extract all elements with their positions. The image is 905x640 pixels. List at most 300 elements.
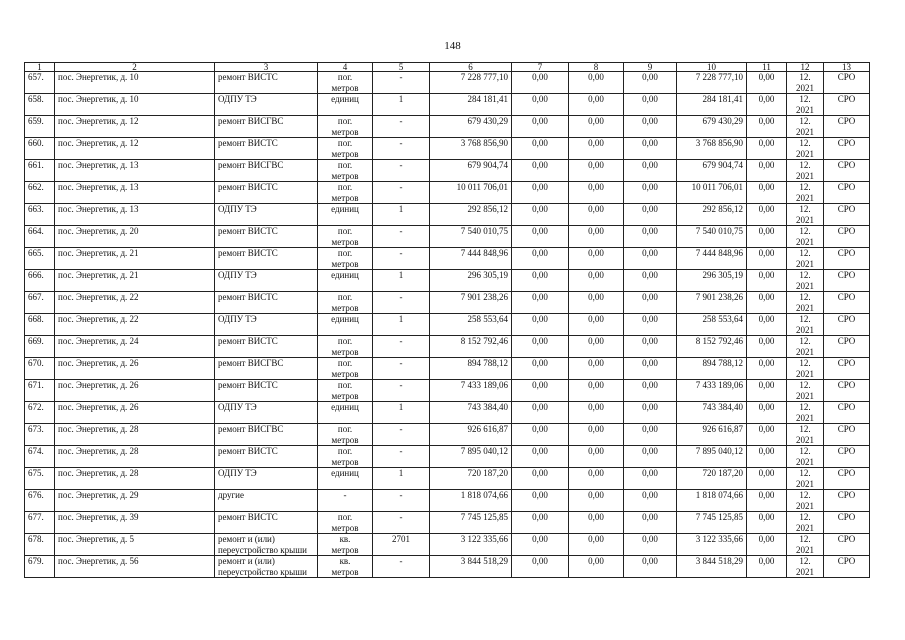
cell-col9 [624,512,677,534]
column-number-5: 5 [373,63,430,72]
cell-deadline-text: 2021 [796,302,814,313]
cell-col7-text: 0,00 [532,160,548,170]
cell-col9 [624,556,677,578]
cell-funding-source-text: СРО [837,358,856,368]
cell-col10 [677,380,747,402]
cell-total-cost [430,270,512,292]
cell-work-type-text: ремонт ВИСТС [218,248,278,258]
cell-row-number-text: 666. [28,270,44,280]
cell-unit-text: метров [331,148,359,159]
cell-funding-source [824,468,870,490]
cell-unit-text: пог. [337,380,353,390]
cell-col10-text: 258 553,64 [702,314,743,324]
cell-unit [318,512,373,534]
cell-unit [318,94,373,116]
cell-col10 [677,424,747,446]
cell-col11 [747,446,787,468]
cell-funding-source-text: СРО [837,512,856,522]
cell-deadline-text: 12. [799,402,811,412]
cell-col8 [569,534,624,556]
cell-col10 [677,336,747,358]
cell-quantity [373,534,430,556]
cell-unit-text: пог. [337,424,353,434]
cell-col7-text: 0,00 [532,72,548,82]
cell-total-cost-text: 743 384,40 [467,402,508,412]
cell-address [55,314,215,336]
cell-col7 [512,556,569,578]
cell-row-number [25,446,55,468]
cell-unit-text: метров [331,126,359,137]
cell-row-number [25,248,55,270]
cell-col9 [624,160,677,182]
cell-col11-text: 0,00 [758,94,775,104]
cell-col9-text: 0,00 [642,380,658,390]
cell-col7-text: 0,00 [532,380,548,390]
cell-deadline-text: 2021 [796,236,814,247]
cell-col8-text: 0,00 [588,424,604,434]
column-number-11: 11 [747,63,787,72]
cell-deadline-text: 12. [799,490,811,500]
cell-funding-source [824,358,870,380]
table-row [25,380,870,402]
cell-address-text: пос. Энергетик, д. 21 [58,248,139,258]
cell-address-text: пос. Энергетик, д. 12 [58,116,139,126]
cell-col7 [512,468,569,490]
cell-deadline-text: 2021 [796,412,814,423]
cell-funding-source-text: СРО [837,248,856,258]
cell-total-cost-text: 720 187,20 [467,468,508,478]
cell-col7-text: 0,00 [532,138,548,148]
cell-funding-source [824,248,870,270]
cell-row-number-text: 673. [28,424,44,434]
cell-col7-text: 0,00 [532,204,548,214]
cell-row-number-text: 661. [28,160,44,170]
cell-row-number [25,226,55,248]
table-row [25,402,870,424]
cell-col7 [512,248,569,270]
table-row [25,226,870,248]
cell-col10-text: 7 745 125,85 [695,512,743,522]
cell-col7-text: 0,00 [532,116,548,126]
cell-col9 [624,446,677,468]
cell-total-cost-text: 7 540 010,75 [460,226,508,236]
cell-work-type-text: ОДПУ ТЭ [218,94,257,104]
cell-col8 [569,358,624,380]
cell-quantity-text: - [399,424,403,434]
cell-col9-text: 0,00 [642,336,658,346]
cell-col10 [677,446,747,468]
cell-col11-text: 0,00 [758,226,775,236]
cell-unit-text: единиц [331,468,359,478]
cell-col11-text: 0,00 [758,270,775,280]
cell-work-type [215,182,318,204]
cell-col9 [624,424,677,446]
cell-quantity [373,402,430,424]
cell-address-text: пос. Энергетик, д. 13 [58,182,139,192]
cell-total-cost-text: 258 553,64 [467,314,508,324]
cell-row-number-text: 672. [28,402,44,412]
cell-col11 [747,182,787,204]
cell-funding-source-text: СРО [837,380,856,390]
cell-unit [318,72,373,94]
cell-row-number-text: 676. [28,490,44,500]
cell-col7 [512,424,569,446]
cell-row-number-text: 667. [28,292,44,302]
cell-work-type-text: ОДПУ ТЭ [218,468,257,478]
cell-col7 [512,292,569,314]
column-number-1: 1 [25,63,55,72]
cell-col11-text: 0,00 [758,138,775,148]
cell-col10-text: 7 228 777,10 [695,72,743,82]
cell-quantity-text: 1 [398,314,404,324]
cell-funding-source-text: СРО [837,226,856,236]
column-number-8: 8 [569,63,624,72]
cell-quantity-text: - [399,446,403,456]
cell-col10-text: 7 433 189,06 [695,380,743,390]
cell-row-number [25,204,55,226]
cell-col9-text: 0,00 [642,534,658,544]
cell-col11 [747,534,787,556]
cell-address-text: пос. Энергетик, д. 10 [58,72,139,82]
cell-quantity-text: - [399,116,403,126]
cell-col8-text: 0,00 [588,534,604,544]
cell-funding-source [824,380,870,402]
cell-address [55,534,215,556]
cell-quantity-text: 1 [398,402,404,412]
cell-col11-text: 0,00 [758,72,775,82]
cell-total-cost-text: 3 768 856,90 [460,138,508,148]
cell-col10-text: 10 011 706,01 [691,182,743,192]
cell-row-number-text: 657. [28,72,44,82]
cell-col11-text: 0,00 [758,512,775,522]
cell-total-cost [430,336,512,358]
cell-col8 [569,270,624,292]
cell-col9-text: 0,00 [642,446,658,456]
cell-col11-text: 0,00 [758,424,775,434]
cell-quantity-text: - [399,160,403,170]
cell-funding-source [824,292,870,314]
cell-col7 [512,358,569,380]
cell-unit [318,468,373,490]
cell-deadline [787,336,824,358]
cell-deadline-text: 12. [799,468,811,478]
cell-col8 [569,314,624,336]
cell-col8 [569,138,624,160]
cell-unit-text: метров [331,192,359,203]
cell-deadline-text: 2021 [796,82,814,93]
cell-col10-text: 7 540 010,75 [695,226,743,236]
cell-funding-source [824,534,870,556]
cell-col7 [512,226,569,248]
cell-col10-text: 926 616,87 [702,424,743,434]
cell-col9 [624,116,677,138]
cell-row-number [25,512,55,534]
cell-quantity [373,512,430,534]
cell-col7-text: 0,00 [532,358,548,368]
cell-col11 [747,204,787,226]
cell-col11 [747,116,787,138]
cell-work-type-text: ремонт ВИСТС [218,72,278,82]
cell-col8-text: 0,00 [588,248,604,258]
table-row [25,248,870,270]
cell-unit [318,116,373,138]
cell-col8 [569,336,624,358]
cell-deadline-text: 2021 [796,214,814,225]
cell-col9-text: 0,00 [642,270,658,280]
cell-col11 [747,248,787,270]
cell-unit [318,204,373,226]
cell-col11-text: 0,00 [758,160,775,170]
cell-funding-source-text: СРО [837,424,856,434]
cell-quantity-text: 1 [398,468,404,478]
cell-total-cost-text: 7 444 848,96 [460,248,508,258]
cell-col8-text: 0,00 [588,336,604,346]
cell-deadline [787,292,824,314]
cell-total-cost [430,138,512,160]
cell-quantity [373,424,430,446]
cell-address-text: пос. Энергетик, д. 10 [58,94,139,104]
cell-work-type-text: ремонт ВИСТС [218,380,278,390]
cell-funding-source-text: СРО [837,336,856,346]
cell-total-cost [430,292,512,314]
cell-unit [318,248,373,270]
cell-quantity [373,468,430,490]
cell-quantity-text: - [399,490,403,500]
table-row [25,446,870,468]
cell-address [55,512,215,534]
cell-col10 [677,160,747,182]
cell-work-type-text: ОДПУ ТЭ [218,270,257,280]
cell-work-type-text: другие [218,490,244,500]
cell-col10-text: 720 187,20 [702,468,743,478]
cell-col10-text: 3 122 335,66 [695,534,743,544]
cell-quantity-text: 1 [398,94,404,104]
table-row [25,490,870,512]
column-number-6: 6 [430,63,512,72]
cell-col9 [624,182,677,204]
cell-address-text: пос. Энергетик, д. 20 [58,226,139,236]
cell-col11-text: 0,00 [758,292,775,302]
cell-row-number [25,424,55,446]
cell-col7 [512,94,569,116]
cell-col10 [677,248,747,270]
cell-funding-source-text: СРО [837,314,856,324]
cell-col7 [512,336,569,358]
cell-funding-source [824,512,870,534]
cell-row-number [25,160,55,182]
cell-deadline [787,116,824,138]
cell-work-type [215,534,318,556]
cell-col7 [512,534,569,556]
cell-work-type [215,116,318,138]
cell-total-cost [430,160,512,182]
cell-col7 [512,314,569,336]
cell-col9 [624,270,677,292]
cell-col9-text: 0,00 [642,182,658,192]
cell-col11-text: 0,00 [758,336,775,346]
column-number-2: 2 [55,63,215,72]
cell-work-type-text: ремонт ВИСТС [218,446,278,456]
cell-quantity [373,556,430,578]
cell-row-number [25,182,55,204]
page-number: 148 [444,40,461,52]
cell-col11 [747,270,787,292]
cell-col10 [677,534,747,556]
cell-total-cost [430,72,512,94]
cell-quantity [373,94,430,116]
cell-address-text: пос. Энергетик, д. 22 [58,314,139,324]
cell-col7 [512,182,569,204]
cell-col9-text: 0,00 [642,402,658,412]
cell-col10-text: 284 181,41 [702,94,743,104]
cell-quantity [373,270,430,292]
cell-total-cost [430,468,512,490]
cell-col11-text: 0,00 [758,380,775,390]
cell-funding-source-text: СРО [837,556,856,566]
cell-work-type [215,292,318,314]
table-row [25,336,870,358]
cell-work-type-text: ремонт ВИСТС [218,138,278,148]
table-row [25,204,870,226]
cell-deadline-text: 2021 [796,346,814,357]
cell-col7-text: 0,00 [532,314,548,324]
cell-col10 [677,468,747,490]
cell-col11 [747,424,787,446]
cell-address-text: пос. Энергетик, д. 5 [58,534,135,544]
cell-col9 [624,226,677,248]
cell-col8 [569,116,624,138]
column-number-12: 12 [787,63,824,72]
cell-work-type [215,556,318,578]
cell-work-type-text: ремонт ВИСТС [218,512,278,522]
cell-address-text: пос. Энергетик, д. 22 [58,292,139,302]
cell-col8-text: 0,00 [588,512,604,522]
cell-funding-source-text: СРО [837,204,856,214]
cell-col10 [677,490,747,512]
cell-deadline [787,270,824,292]
cell-col7 [512,402,569,424]
cell-col8-text: 0,00 [588,490,604,500]
cell-funding-source [824,182,870,204]
cell-quantity [373,204,430,226]
cell-col8-text: 0,00 [588,402,604,412]
cell-deadline [787,490,824,512]
cell-deadline-text: 2021 [796,368,814,379]
cell-col7-text: 0,00 [532,556,548,566]
cell-col8-text: 0,00 [588,94,604,104]
cell-row-number [25,116,55,138]
table-row [25,292,870,314]
cell-col9-text: 0,00 [642,292,658,302]
cell-deadline [787,556,824,578]
cell-address-text: пос. Энергетик, д. 26 [58,380,139,390]
cell-deadline-text: 2021 [796,126,814,137]
cell-address [55,72,215,94]
cell-col10 [677,226,747,248]
cell-col10 [677,402,747,424]
cell-total-cost-text: 679 430,29 [467,116,508,126]
cell-deadline [787,248,824,270]
cell-work-type-text: ремонт ВИСГВС [218,160,284,170]
cell-unit [318,182,373,204]
cell-unit [318,336,373,358]
cell-funding-source [824,556,870,578]
cell-total-cost-text: 7 433 189,06 [460,380,508,390]
cell-row-number [25,556,55,578]
cell-col8 [569,160,624,182]
cell-funding-source-text: СРО [837,446,856,456]
cell-row-number-text: 679. [28,556,44,566]
cell-col10 [677,204,747,226]
cell-col10-text: 743 384,40 [702,402,743,412]
cell-quantity-text: - [399,358,403,368]
cell-total-cost [430,424,512,446]
cell-work-type [215,94,318,116]
cell-address [55,468,215,490]
cell-col9-text: 0,00 [642,94,658,104]
cell-unit-text: пог. [337,446,353,456]
cell-col11 [747,72,787,94]
cell-deadline [787,424,824,446]
cell-total-cost-text: 3 844 518,29 [460,556,508,566]
cell-col7 [512,72,569,94]
cell-quantity-text: - [399,556,403,566]
cell-work-type [215,446,318,468]
cell-total-cost [430,226,512,248]
cell-col9 [624,468,677,490]
cell-unit-text: единиц [331,270,359,280]
cell-address [55,402,215,424]
cell-address [55,556,215,578]
cell-total-cost-text: 292 856,12 [467,204,508,214]
cell-col9-text: 0,00 [642,138,658,148]
cell-col11 [747,336,787,358]
cell-work-type [215,380,318,402]
cell-unit-text: единиц [331,204,359,214]
cell-address-text: пос. Энергетик, д. 56 [58,556,139,566]
cell-work-type [215,336,318,358]
cell-col8 [569,204,624,226]
cell-unit-text: пог. [337,72,353,82]
cell-col10-text: 292 856,12 [702,204,743,214]
cell-row-number [25,314,55,336]
cell-deadline-text: 2021 [796,390,814,401]
cell-funding-source [824,94,870,116]
cell-col10 [677,292,747,314]
cell-deadline [787,380,824,402]
cell-col10-text: 7 895 040,12 [695,446,743,456]
cell-deadline [787,94,824,116]
cell-funding-source [824,204,870,226]
cell-col10-text: 3 768 856,90 [695,138,743,148]
cell-quantity [373,182,430,204]
cell-work-type [215,160,318,182]
cell-col11 [747,292,787,314]
cell-col9 [624,204,677,226]
cell-unit-text: метров [331,390,359,401]
cell-col9-text: 0,00 [642,248,658,258]
cell-funding-source [824,402,870,424]
cell-deadline [787,468,824,490]
cell-row-number [25,490,55,512]
cell-address-text: пос. Энергетик, д. 13 [58,204,139,214]
cell-unit [318,556,373,578]
cell-deadline-text: 12. [799,556,811,566]
cell-deadline-text: 12. [799,358,811,368]
cell-funding-source [824,424,870,446]
cell-deadline-text: 12. [799,270,811,280]
cell-col7-text: 0,00 [532,94,548,104]
